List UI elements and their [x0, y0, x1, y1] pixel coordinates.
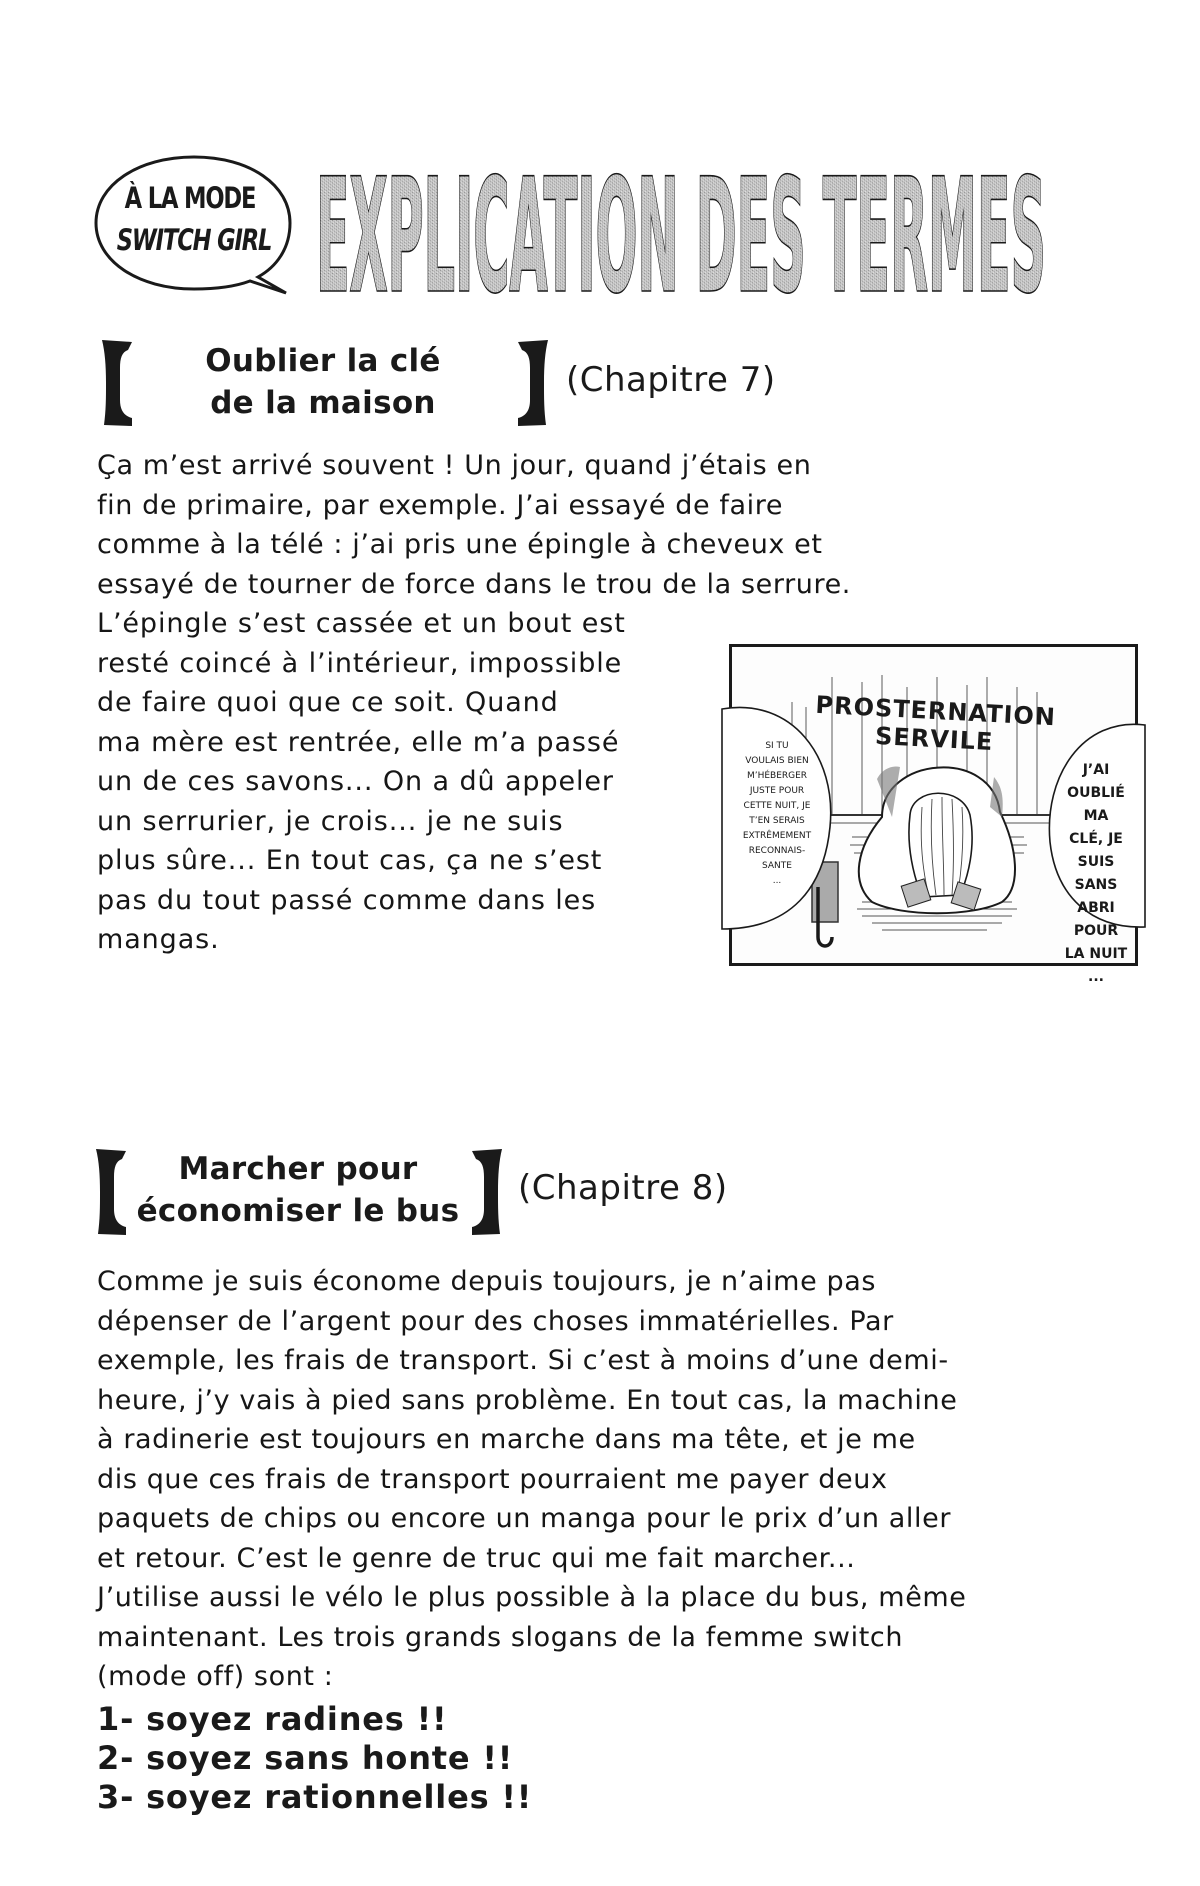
speech-line: EXTRÊMEMENT — [742, 831, 812, 841]
speech-line: VOULAIS BIEN — [745, 756, 809, 766]
body-line: à radinerie est toujours en marche dans ma tête, et je me — [97, 1424, 916, 1455]
slogan-list — [97, 1700, 532, 1817]
term-heading-line: Oublier la clé — [205, 343, 441, 379]
term-explanation-2 — [97, 1262, 967, 1697]
term-explanation-1 — [97, 446, 851, 604]
speech-line: CLÉ, JE — [1069, 831, 1123, 847]
chapter-reference-1: (Chapitre 7) — [566, 360, 776, 400]
body-line: un de ces savons... On a dû appeler — [97, 766, 614, 797]
term-heading-line: économiser le bus — [136, 1193, 460, 1229]
body-line: fin de primaire, par exemple. J’ai essayé de faire — [97, 489, 784, 521]
speech-line: OUBLIÉ MA — [1067, 785, 1125, 824]
speech-line: SI TU — [765, 741, 789, 751]
body-line: dépenser de l’argent pour des choses immatérielles. Par — [97, 1305, 894, 1337]
body-line: J’utilise aussi le vélo le plus possible à la place du bus, même — [97, 1582, 967, 1613]
term-explanation-1-cont — [97, 604, 626, 960]
speech-line: SUIS SANS — [1074, 854, 1118, 893]
speech-line: T’EN SERAIS — [749, 816, 805, 826]
body-line: exemple, les frais de transport. Si c’est à moins d’une demi- — [97, 1345, 949, 1376]
page-title-text: EXPLICATION DES TERMES — [316, 146, 1046, 328]
body-line: maintenant. Les trois grands slogans de la femme switch — [97, 1621, 904, 1653]
speech-balloon-right — [1054, 759, 1138, 989]
chapter-reference-2: (Chapitre 8) — [518, 1168, 728, 1208]
term-heading-line: Marcher pour — [178, 1151, 418, 1187]
speech-line: SANTE — [762, 861, 792, 871]
body-line: dis que ces frais de transport pourraient me payer deux — [97, 1463, 888, 1495]
speech-balloon-left — [732, 739, 822, 889]
speech-line: JUSTE POUR — [749, 786, 805, 796]
speech-line: J’AI — [1082, 762, 1110, 778]
slogan-item: 1- soyez radines !! — [97, 1700, 448, 1738]
body-line: Ça m’est arrivé souvent ! Un jour, quand j’étais en — [97, 450, 812, 481]
sfx-line: SERVILE — [874, 721, 995, 757]
bubble-line-1: À LA MODE — [124, 181, 256, 215]
manga-panel-illustration — [729, 644, 1138, 985]
speech-line: M’HÉBERGER — [746, 771, 808, 781]
sfx-line: PROSTERNATION — [814, 690, 1057, 732]
body-line: plus sûre... En tout cas, ça ne s’est — [97, 845, 603, 876]
term-heading-line: de la maison — [210, 385, 436, 421]
right-bracket-icon — [468, 1146, 506, 1238]
body-line: mangas. — [97, 924, 220, 955]
speech-line: RECONNAIS- — [748, 846, 806, 856]
body-line: paquets de chips ou encore un manga pour le prix d’un aller — [97, 1503, 952, 1534]
slogan-item: 2- soyez sans honte !! — [97, 1739, 514, 1777]
body-line: comme à la télé : j’ai pris une épingle à cheveux et — [97, 529, 823, 560]
term-heading-2 — [126, 1148, 470, 1232]
body-line: un serrurier, je crois... je ne suis — [97, 805, 564, 837]
body-line: essayé de tourner de force dans le trou de la serrure. — [97, 568, 851, 600]
body-line: pas du tout passé comme dans les — [97, 884, 597, 916]
speech-line: ... — [772, 876, 782, 886]
series-speech-bubble — [90, 153, 304, 297]
body-line: Comme je suis économe depuis toujours, je n’aime pas — [97, 1266, 877, 1297]
left-bracket-icon — [98, 338, 136, 428]
bubble-line-2: SWITCH GIRL — [116, 223, 272, 257]
right-bracket-icon — [514, 338, 552, 428]
body-line: ma mère est rentrée, elle m’a passé — [97, 726, 620, 758]
page-title — [312, 142, 1052, 328]
body-line: resté coincé à l’intérieur, impossible — [97, 647, 623, 679]
body-line: L’épingle s’est cassée et un bout est — [97, 608, 626, 639]
term-heading-1 — [168, 340, 478, 424]
body-line: heure, j’y vais à pied sans problème. En tout cas, la machine — [97, 1384, 958, 1416]
speech-line: ... — [1088, 969, 1104, 985]
speech-line: CETTE NUIT, JE — [743, 801, 811, 811]
left-bracket-icon — [92, 1146, 130, 1238]
body-line: et retour. C’est le genre de truc qui me fait marcher... — [97, 1542, 856, 1574]
slogan-item: 3- soyez rationnelles !! — [97, 1778, 533, 1816]
speech-line: LA NUIT — [1064, 946, 1128, 962]
body-line: de faire quoi que ce soit. Quand — [97, 687, 559, 718]
speech-line: ABRI POUR — [1073, 900, 1119, 939]
body-line: (mode off) sont : — [97, 1661, 334, 1692]
